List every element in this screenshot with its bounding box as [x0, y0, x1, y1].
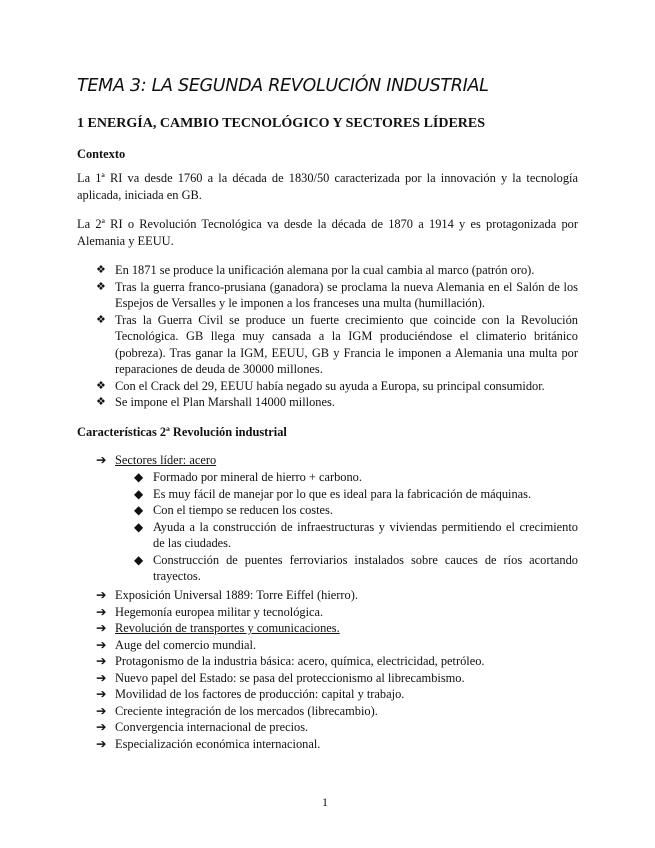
- transport-revolution-label: Revolución de transportes y comunicaciones.: [115, 621, 340, 635]
- list-item: ❖ Tras la Guerra Civil se produce un fuerte crecimiento que coincide con la Revolución Tecnológica. GB llega muy cansada a la IGM produciéndose el climaterio británico (pobreza). Tras ganar la IGM, EEUU, GB y Francia le imponen a Alemania una multa por reparaciones de deuda de 30000 millones.: [96, 312, 578, 376]
- steel-sector-label: Sectores líder: acero: [115, 453, 217, 467]
- filled-diamond-bullet-icon: ◆: [134, 552, 144, 567]
- arrow-bullet-icon: ➔: [96, 588, 107, 602]
- list-item: ❖ Tras la guerra franco-prusiana (ganadora) se proclama la nueva Alemania en el Salón de los Espejos de Versalles y le imponen a los franceses una multa (humillación).: [96, 279, 578, 310]
- diamond-bullet-icon: ❖: [96, 396, 106, 408]
- list-item: ➔ Movilidad de los factores de producción: capital y trabajo.: [96, 687, 405, 701]
- list-item: [96, 452, 578, 469]
- context-bullet-list: [96, 262, 578, 411]
- list-item: ➔ Convergencia internacional de precios.: [96, 720, 309, 734]
- arrow-bullet-icon: ➔: [96, 604, 107, 619]
- diamond-bullet-icon: ❖: [96, 280, 106, 293]
- characteristics-list-bottom: [96, 587, 578, 752]
- diamond-bullet-icon: ❖: [96, 313, 106, 326]
- arrow-bullet-icon: ➔: [96, 621, 107, 635]
- page-number: 1: [322, 795, 328, 809]
- list-item: ➔ Especialización económica internacional.: [96, 736, 321, 751]
- list-item: ➔ Nuevo papel del Estado: se pasa del proteccionismo al librecambismo.: [96, 670, 465, 685]
- arrow-bullet-icon: ➔: [96, 453, 107, 467]
- list-item: ◆ Formado por mineral de hierro + carbono.: [134, 470, 362, 484]
- arrow-bullet-icon: ➔: [96, 637, 107, 652]
- list-item: ➔ Auge del comercio mundial.: [96, 637, 257, 652]
- list-item: ➔ Exposición Universal 1889: Torre Eiffel (hierro).: [96, 588, 358, 602]
- section-heading: 1 ENERGÍA, CAMBIO TECNOLÓGICO Y SECTORES LÍDERES: [77, 116, 486, 131]
- arrow-bullet-icon: ➔: [96, 687, 107, 701]
- list-item: ➔ Creciente integración de los mercados (librecambio).: [96, 703, 378, 718]
- arrow-bullet-icon: ➔: [96, 736, 107, 751]
- list-item: ➔ Protagonismo de la industria básica: acero, química, electricidad, petróleo.: [96, 654, 485, 668]
- list-item: ◆ Ayuda a la construcción de infraestructuras y viviendas permitiendo el crecimiento de las ciudades.: [134, 519, 578, 550]
- filled-diamond-bullet-icon: ◆: [134, 503, 144, 517]
- context-heading: Contexto: [77, 147, 126, 161]
- filled-diamond-bullet-icon: ◆: [134, 486, 144, 501]
- list-item: ◆ Es muy fácil de manejar por lo que es ideal para la fabricación de máquinas.: [134, 486, 532, 501]
- list-item: ➔ Hegemonía europea militar y tecnológica.: [96, 604, 324, 619]
- list-item: ❖ Con el Crack del 29, EEUU había negado su ayuda a Europa, su principal consumidor.: [96, 378, 545, 393]
- diamond-bullet-icon: ❖: [96, 264, 106, 276]
- list-item: ❖ En 1871 se produce la unificación alemana por la cual cambia al marco (patrón oro).: [96, 263, 535, 277]
- arrow-bullet-icon: ➔: [96, 720, 107, 734]
- context-paragraph-2: La 2ª RI o Revolución Tecnológica va desde la década de 1870 a 1914 y es protagonizada por Alemania y EEUU.: [77, 217, 578, 248]
- arrow-bullet-icon: ➔: [96, 670, 107, 685]
- characteristics-list-top: [96, 452, 578, 469]
- list-item: ❖ Se impone el Plan Marshall 14000 millones.: [96, 395, 335, 409]
- list-item: ◆ Con el tiempo se reducen los costes.: [134, 503, 333, 517]
- arrow-bullet-icon: ➔: [96, 654, 107, 668]
- characteristics-heading: Características 2ª Revolución industrial: [77, 425, 287, 439]
- context-paragraph-1: La 1ª RI va desde 1760 a la década de 1830/50 caracterizada por la innovación y la tecnología aplicada, iniciada en GB.: [77, 171, 578, 202]
- steel-sub-list: [134, 469, 578, 585]
- arrow-bullet-icon: ➔: [96, 703, 107, 718]
- filled-diamond-bullet-icon: ◆: [134, 470, 144, 484]
- filled-diamond-bullet-icon: ◆: [134, 519, 144, 534]
- document-title: TEMA 3: LA SEGUNDA REVOLUCIÓN INDUSTRIAL: [77, 76, 489, 96]
- list-item: [96, 620, 578, 637]
- diamond-bullet-icon: ❖: [96, 379, 106, 392]
- list-item: ◆ Construcción de puentes ferroviarios instalados sobre cauces de ríos acortando trayectos.: [134, 552, 578, 583]
